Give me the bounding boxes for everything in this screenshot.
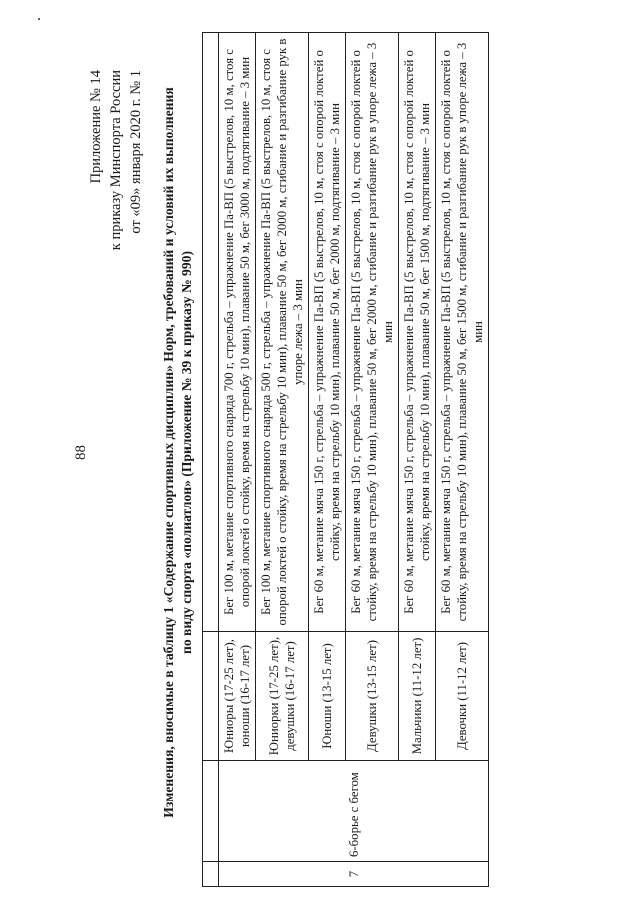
appendix-block <box>86 70 146 250</box>
age-group-cell: Юноши (13-15 лет) <box>309 632 346 761</box>
table-row <box>346 33 399 887</box>
table-row <box>309 33 346 887</box>
age-group-cell: Юниоры (17-25 лет), юноши (16-17 лет) <box>219 632 256 761</box>
row-number-cell: 7 <box>219 862 489 887</box>
heading-line-1: Изменения, вносимые в таблицу 1 «Содержание спортивных дисциплин» Норм, требований и условий их выполнения <box>161 87 176 818</box>
norm-cell: Бег 100 м, метание спортивного снаряда 700 г, стрельба – упражнение Па-ВП (5 выстрелов, 10 м, стоя с опорой локтей о стойку, время на стрельбу 10 мин), плавание 50 м, бег 3000 м, подтягивание – 3 мин <box>219 33 256 632</box>
heading-line-2: по виду спорта «полиатлон» (Приложение № 39 к приказу № 990) <box>179 251 194 654</box>
table-blank-row <box>203 33 219 887</box>
discipline-cell: 6-борье с бегом <box>219 761 489 862</box>
table-row <box>256 33 309 887</box>
norm-cell: Бег 100 м, метание спортивного снаряда 500 г, стрельба – упражнение Па-ВП (5 выстрелов, 10 м, стоя с опорой локтей о стойку, время на стрельбу 10 мин), плавание 50 м, бег 2000 м, сгибание и разгибание рук в упоре лежа – 3 мин <box>256 33 309 632</box>
norm-cell: Бег 60 м, метание мяча 150 г, стрельба – упражнение Па-ВП (5 выстрелов, 10 м, стоя с опорой локтей о стойку, время на стрельбу 10 мин), плавание 50 м, бег 1500 м, подтягивание – 3 мин <box>399 33 436 632</box>
appendix-line-3: от «09» января 2020 г. № 1 <box>128 70 144 234</box>
age-group-cell: Юниорки (17-25 лет), девушки (16-17 лет) <box>256 632 309 761</box>
table-row <box>219 33 256 887</box>
blank-cell <box>203 33 219 632</box>
norm-cell: Бег 60 м, метание мяча 150 г, стрельба – упражнение Па-ВП (5 выстрелов, 10 м, стоя с опорой локтей о стойку, время на стрельбу 10 мин), плавание 50 м, бег 1500 м, сгибание и разгибание рук в упоре лежа – 3 мин <box>436 33 489 632</box>
age-group-cell: Девочки (11-12 лет) <box>436 632 489 761</box>
age-group-cell: Мальчики (11-12 лет) <box>399 632 436 761</box>
age-group-cell: Девушки (13-15 лет) <box>346 632 399 761</box>
table-row <box>436 33 489 887</box>
appendix-line-1: Приложение № 14 <box>88 70 104 184</box>
norm-cell: Бег 60 м, метание мяча 150 г, стрельба – упражнение Па-ВП (5 выстрелов, 10 м, стоя с опорой локтей о стойку, время на стрельбу 10 мин), плавание 50 м, бег 2000 м, подтягивание – 3 мин <box>309 33 346 632</box>
blank-cell <box>203 632 219 761</box>
appendix-line-2: к приказу Минспорта России <box>108 70 124 251</box>
page-number: 88 <box>73 445 89 460</box>
document-heading <box>160 40 196 865</box>
blank-cell <box>203 761 219 862</box>
table-row <box>399 33 436 887</box>
norms-table <box>202 32 489 887</box>
blank-cell <box>203 862 219 887</box>
norm-cell: Бег 60 м, метание мяча 150 г, стрельба – упражнение Па-ВП (5 выстрелов, 10 м, стоя с опорой локтей о стойку, время на стрельбу 10 мин), плавание 50 м, бег 2000 м, сгибание и разгибание рук в упоре лежа – 3 мин <box>346 33 399 632</box>
